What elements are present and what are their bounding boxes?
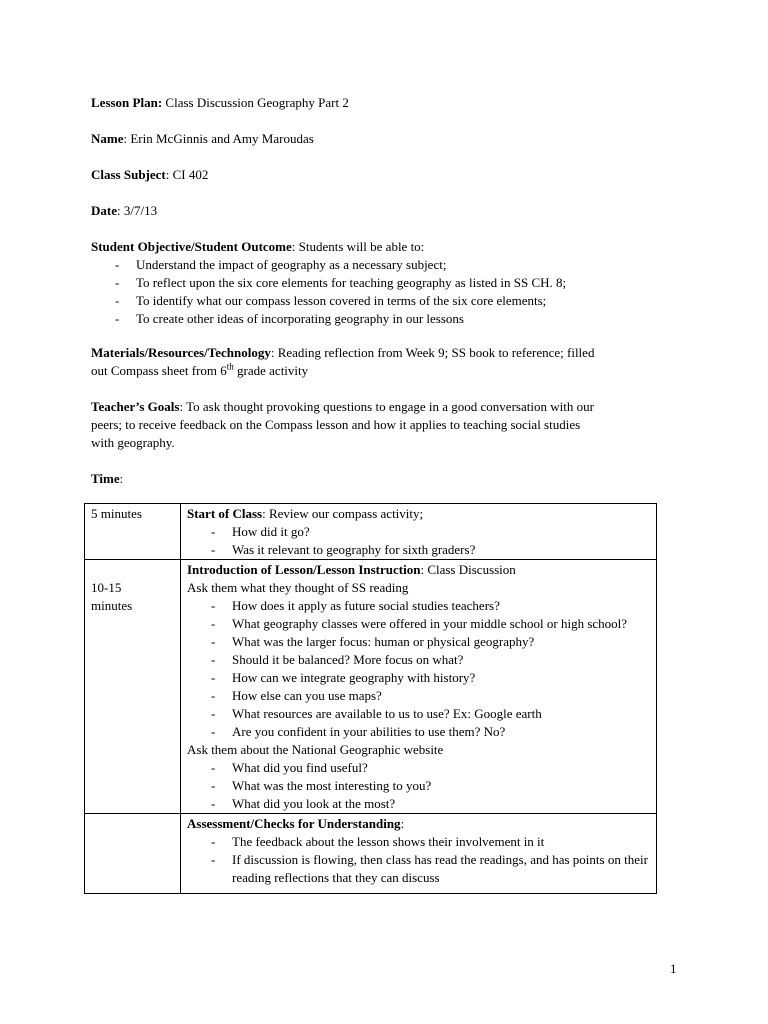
list-item: - What was the most interesting to you? [187, 777, 650, 795]
goals-line-3: with geography. [91, 435, 175, 450]
subject-value: : CI 402 [165, 167, 209, 182]
activity-title-label: Start of Class [187, 506, 263, 521]
activity-list [187, 833, 650, 887]
time-line: minutes [91, 598, 133, 613]
materials-superscript: th [226, 361, 234, 372]
activity-title-rest: : [400, 816, 405, 831]
name-value: : Erin McGinnis and Amy Maroudas [123, 131, 314, 146]
list-item: - Should it be balanced? More focus on what? [187, 651, 650, 669]
lesson-table [84, 503, 657, 894]
goals-label: Teacher’s Goals [91, 399, 180, 414]
time-heading [91, 470, 123, 488]
activity-title-rest: : Review our compass activity; [262, 506, 424, 521]
activity-prompt: Ask them about the National Geographic website [187, 742, 444, 757]
subject-label: Class Subject [91, 167, 166, 182]
name-label: Name [91, 131, 124, 146]
materials-line-1 [91, 344, 594, 362]
goals-line-2: peers; to receive feedback on the Compass lesson and how it applies to teaching social studies [91, 417, 581, 432]
lesson-plan-label: Lesson Plan: [91, 95, 163, 110]
activity-cell [181, 560, 657, 814]
materials-label: Materials/Resources/Technology [91, 345, 271, 360]
list-item: - To reflect upon the six core elements for teaching geography as listed in SS CH. 8; [91, 274, 566, 292]
page-number: 1 [670, 961, 677, 976]
lesson-plan-line [91, 94, 349, 112]
date-value: : 3/7/13 [117, 203, 158, 218]
activity-cell [181, 504, 657, 560]
materials-line-2 [91, 362, 308, 380]
table-row [85, 504, 657, 560]
activity-prompt: Ask them what they thought of SS reading [187, 580, 409, 595]
activity-title [187, 815, 650, 833]
objective-intro: : Students will be able to: [291, 239, 425, 254]
lesson-plan-value: Class Discussion Geography Part 2 [162, 95, 349, 110]
list-item: - The feedback about the lesson shows their involvement in it [187, 833, 650, 851]
list-item: - How did it go? [187, 523, 650, 541]
table-row [85, 560, 657, 814]
goals-line-1 [91, 398, 594, 416]
list-item: - What resources are available to us to use? Ex: Google earth [187, 705, 650, 723]
list-item: - How does it apply as future social studies teachers? [187, 597, 650, 615]
time-suffix: : [119, 471, 124, 486]
activity-title-label: Assessment/Checks for Understanding [187, 816, 401, 831]
activity-list [187, 597, 650, 741]
list-item: - Was it relevant to geography for sixth graders? [187, 541, 650, 559]
objective-heading [91, 238, 424, 256]
list-item: - Are you confident in your abilities to use them? No? [187, 723, 650, 741]
materials-text-2: out Compass sheet from 6 [91, 363, 227, 378]
list-item: - How else can you use maps? [187, 687, 650, 705]
objective-label: Student Objective/Student Outcome [91, 239, 292, 254]
activity-title-label: Introduction of Lesson/Lesson Instruction [187, 562, 421, 577]
materials-text-3: grade activity [233, 363, 309, 378]
list-item: - To create other ideas of incorporating geography in our lessons [91, 310, 566, 328]
activity-title [187, 505, 650, 523]
goals-text-1: : To ask thought provoking questions to engage in a good conversation with our [179, 399, 594, 414]
list-item: - To identify what our compass lesson covered in terms of the six core elements; [91, 292, 566, 310]
activity-title [187, 561, 650, 579]
time-line: 10-15 [91, 580, 122, 595]
list-item: - Understand the impact of geography as a necessary subject; [91, 256, 566, 274]
subject-line [91, 166, 208, 184]
list-item: - How can we integrate geography with history? [187, 669, 650, 687]
list-item: - If discussion is flowing, then class has read the readings, and has points on their reading reflections that they can discuss [187, 851, 650, 887]
list-item: - What did you find useful? [187, 759, 650, 777]
time-cell: 5 minutes [85, 504, 181, 560]
list-item: - What did you look at the most? [187, 795, 650, 813]
activity-title-rest: : Class Discussion [420, 562, 516, 577]
time-cell [85, 560, 181, 814]
table-row [85, 814, 657, 894]
name-line [91, 130, 314, 148]
time-label: Time [91, 471, 120, 486]
activity-cell [181, 814, 657, 894]
date-label: Date [91, 203, 117, 218]
objective-list [91, 256, 566, 328]
activity-list [187, 523, 650, 559]
time-cell [85, 814, 181, 894]
list-item: - What was the larger focus: human or physical geography? [187, 633, 650, 651]
list-item: - What geography classes were offered in your middle school or high school? [187, 615, 650, 633]
materials-text-1: : Reading reflection from Week 9; SS book to reference; filled [270, 345, 595, 360]
activity-list [187, 759, 650, 813]
date-line [91, 202, 157, 220]
